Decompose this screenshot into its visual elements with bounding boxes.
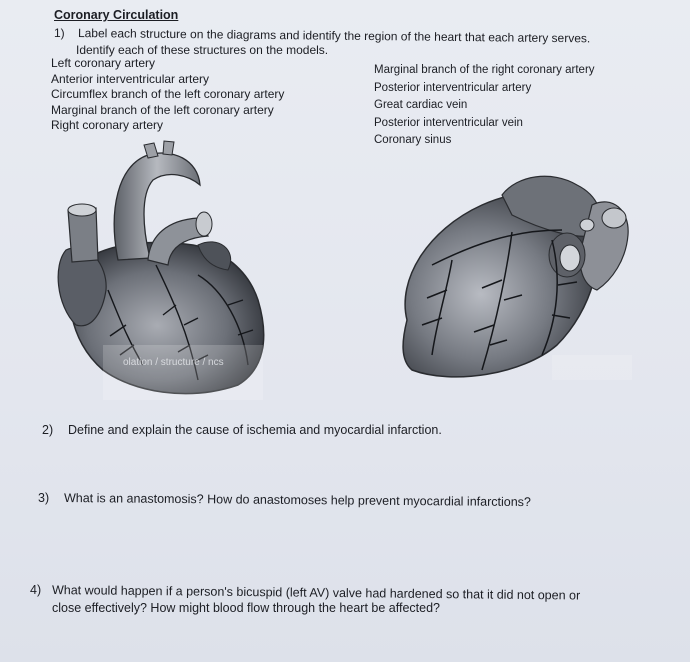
question-text: close effectively? How might blood flow through the heart be affected?	[52, 601, 440, 615]
structure-list-left	[51, 56, 284, 134]
structure-item: Great cardiac vein	[374, 99, 468, 111]
structure-item: Left coronary artery	[51, 56, 156, 70]
heart-anterior-icon	[48, 140, 273, 402]
question-number: 4)	[30, 583, 42, 597]
structure-item: Posterior interventricular artery	[374, 81, 532, 94]
structure-list-right	[374, 62, 595, 150]
question-text: What is an anastomosis? How do anastomoses help prevent myocardial infarctions?	[63, 491, 531, 510]
question-text: What would happen if a person's bicuspid (left AV) valve had hardened so that it did not open or	[51, 583, 581, 603]
structure-item: Posterior interventricular vein	[374, 116, 523, 129]
diagram-watermark: olation / structure / ncs	[123, 357, 224, 368]
heart-posterior-icon	[392, 170, 634, 385]
structure-item: Marginal branch of the left coronary artery	[51, 102, 274, 117]
page-title: Coronary Circulation	[54, 8, 179, 22]
question-number: 3)	[38, 491, 50, 505]
question-1-number: 1)	[54, 26, 65, 40]
structure-item: Marginal branch of the right coronary artery	[374, 64, 595, 76]
question-number: 2)	[42, 423, 54, 437]
structure-item: Anterior interventricular artery	[51, 71, 210, 86]
structure-item: Circumflex branch of the left coronary artery	[51, 87, 285, 101]
question-1-line-1: Label each structure on the diagrams and identify the region of the heart that each artery serves.	[77, 26, 591, 46]
structure-item: Coronary sinus	[374, 134, 452, 146]
question-text: Define and explain the cause of ischemia and myocardial infarction.	[68, 423, 442, 437]
question-1-line-2: Identify each of these structures on the models.	[76, 43, 329, 57]
structure-item: Right coronary artery	[51, 118, 164, 132]
